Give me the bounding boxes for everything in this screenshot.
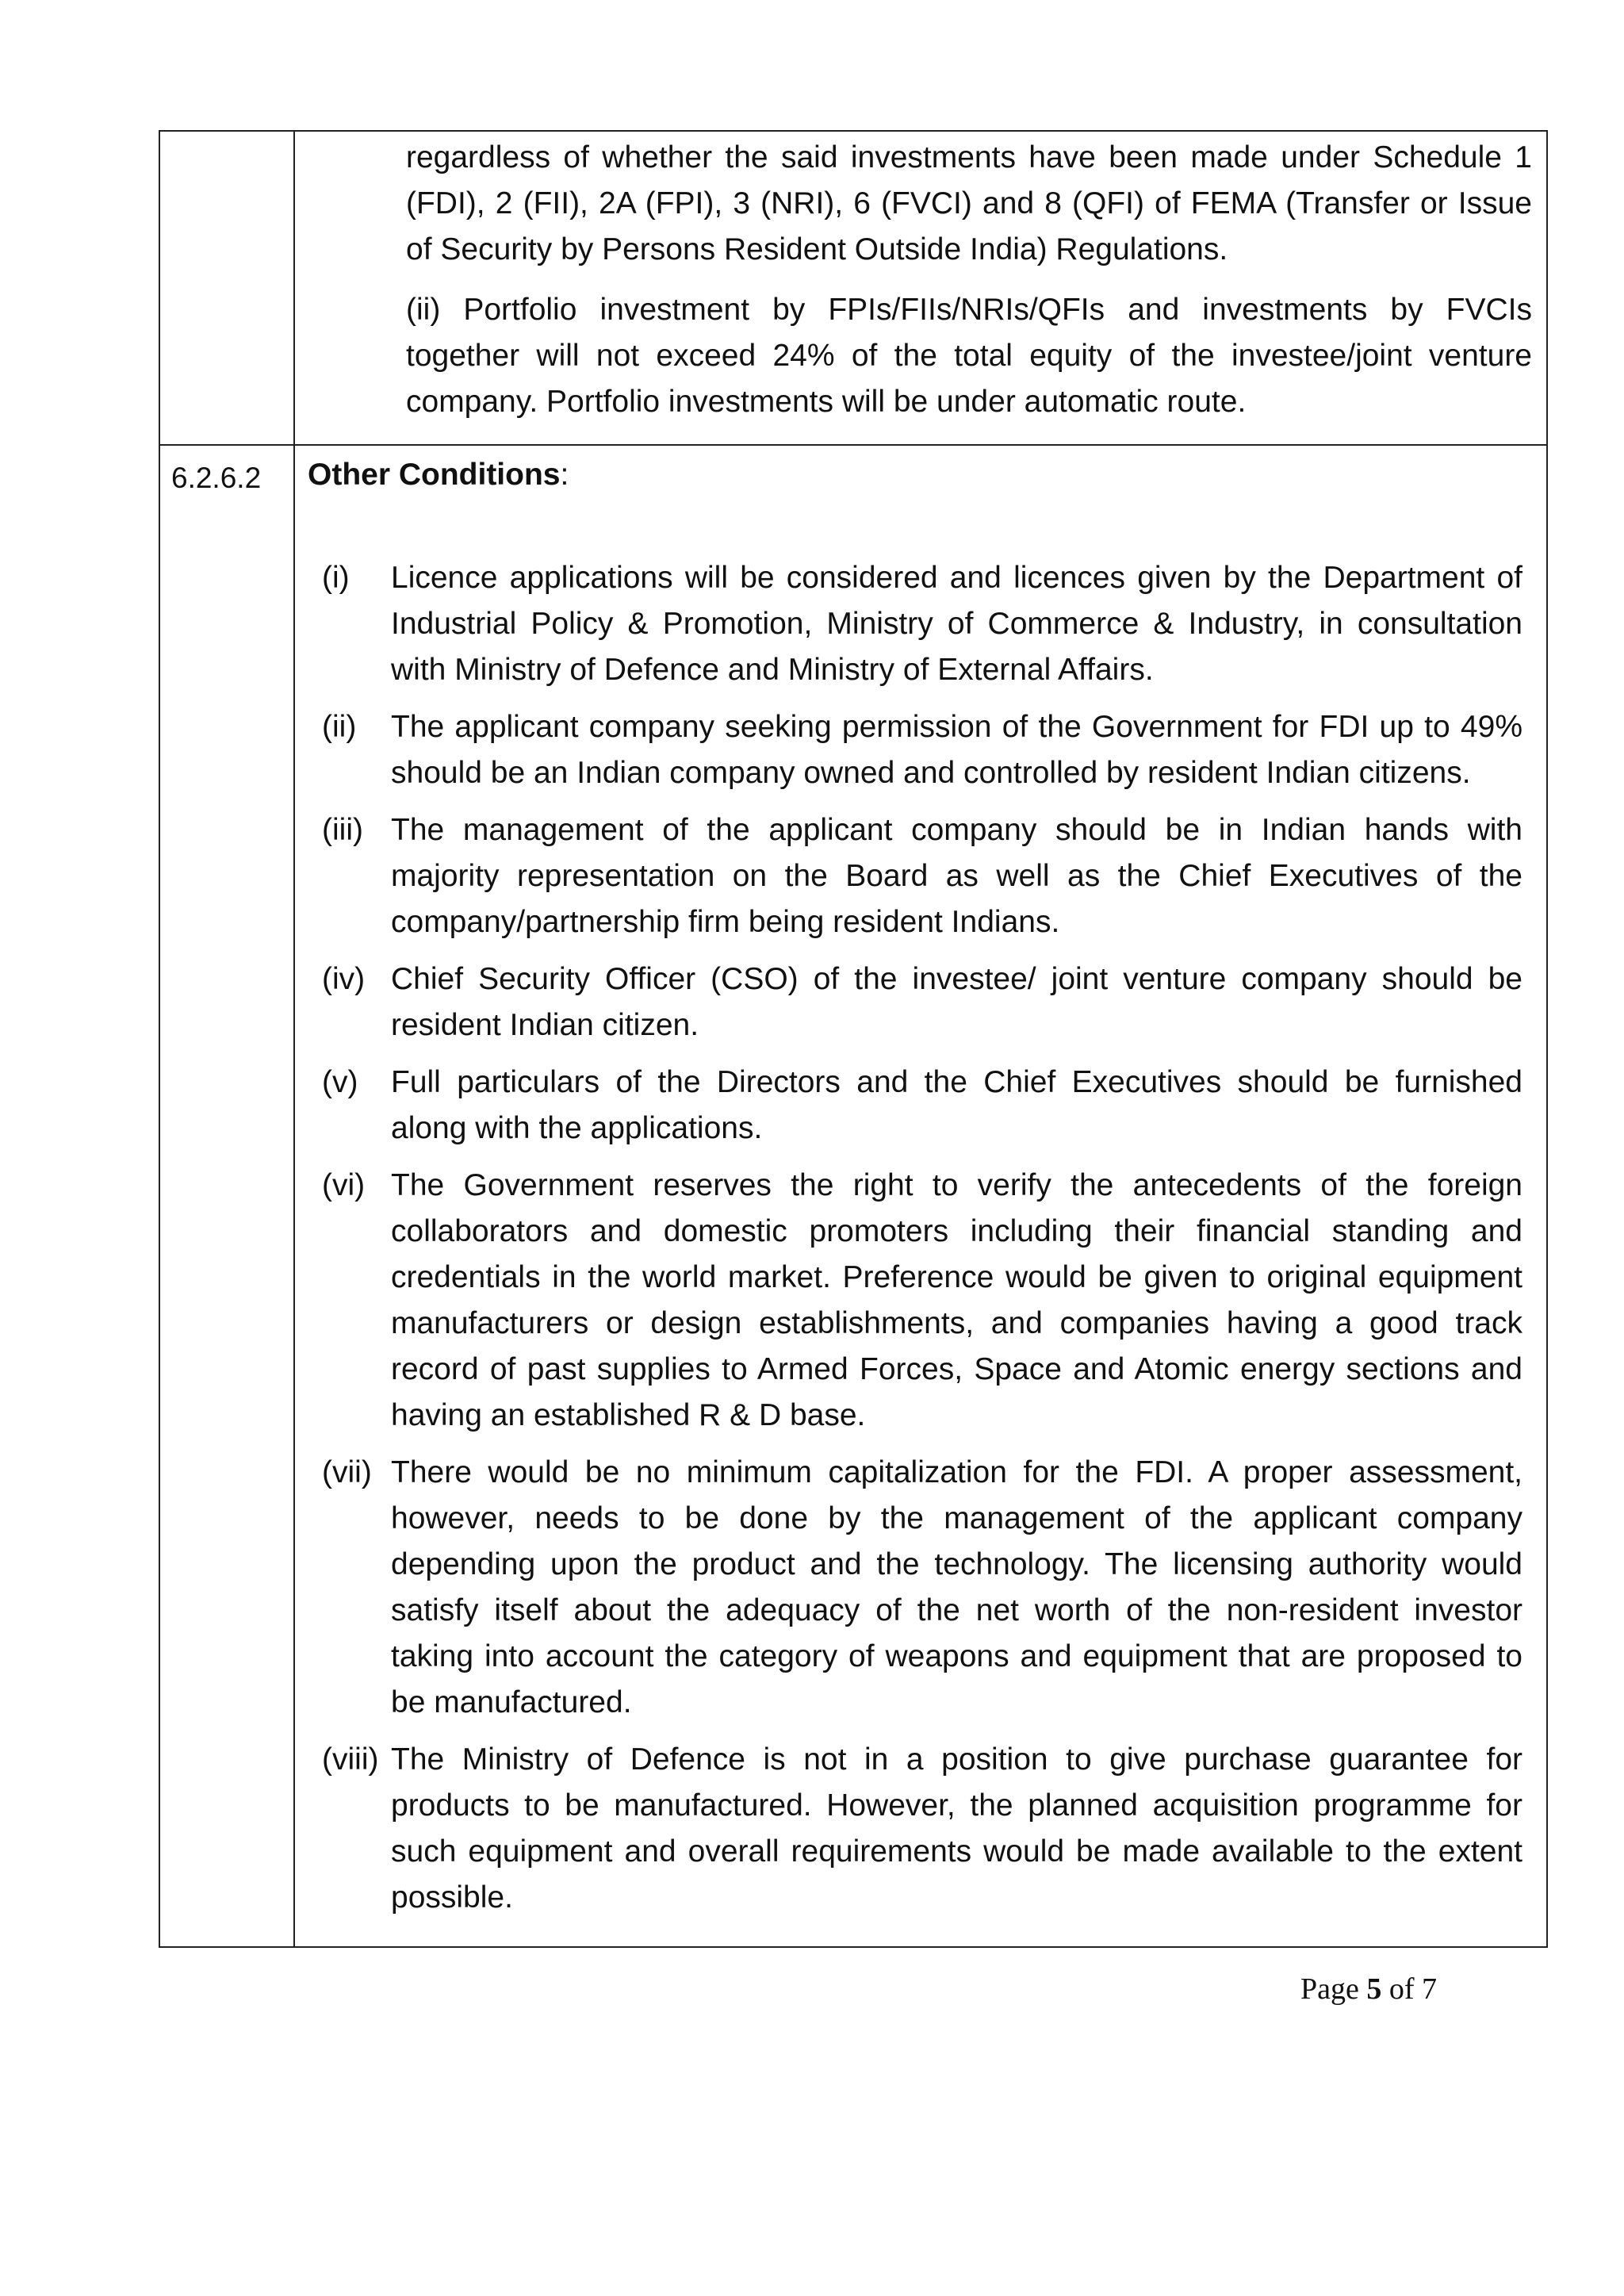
list-item-text: The Government reserves the right to verify the antecedents of the foreign collaborators and domestic promoters including their financial standing and credentials in the world market. Preference would be given to original equipment manufacturers or design establishments, and companies having a good track record of past supplies to Armed Forces, Space and Atomic energy sections and having an established R & D base. — [391, 1168, 1522, 1432]
list-item — [308, 956, 1522, 1048]
list-item-marker: (ii) — [322, 710, 357, 744]
section-heading-text: Other Conditions — [308, 458, 561, 492]
list-item — [308, 1737, 1522, 1921]
list-item-marker: (v) — [322, 1065, 358, 1099]
section-heading — [308, 452, 1522, 498]
conditions-list — [308, 555, 1522, 1921]
list-item — [308, 1163, 1522, 1439]
page-label: Page — [1300, 1972, 1367, 2006]
list-item — [308, 807, 1522, 945]
list-item-marker: (vi) — [322, 1168, 366, 1202]
list-item-text: The applicant company seeking permission of the Government for FDI up to 49% should be an Indian company owned and controlled by resident Indian citizens. — [391, 710, 1522, 790]
list-item — [308, 555, 1522, 693]
list-item-marker: (vii) — [322, 1455, 372, 1489]
section-heading-colon: : — [560, 458, 569, 492]
table-row — [159, 131, 1547, 445]
paragraph: regardless of whether the said investments have been made under Schedule 1 (FDI), 2 (FII), 2A (FPI), 3 (NRI), 6 (FVCI) and 8 (QFI) of FEMA (Transfer or Issue of Security by Persons Resident Outside India) Regulations. — [406, 140, 1532, 266]
section-number — [160, 132, 293, 143]
list-item-marker: (i) — [322, 561, 350, 595]
page-number: 5 — [1366, 1972, 1382, 2006]
list-item-marker: (iv) — [322, 962, 366, 996]
list-item — [308, 1060, 1522, 1152]
table-row — [159, 445, 1547, 1947]
section-text-cell — [294, 445, 1547, 1947]
list-item-text: The Ministry of Defence is not in a position to give purchase guarantee for products to be manufactured. However, the planned acquisition programme for such equipment and overall requirements would be made available to the extent possible. — [391, 1742, 1522, 1915]
list-item-text: Chief Security Officer (CSO) of the investee/ joint venture company should be resident Indian citizen. — [391, 962, 1522, 1042]
section-number-cell — [159, 131, 294, 445]
policy-table — [159, 130, 1548, 1948]
list-item-marker: (viii) — [322, 1742, 379, 1777]
page-total: of 7 — [1381, 1972, 1438, 2006]
paragraph: (ii) Portfolio investment by FPIs/FIIs/NRIs/QFIs and investments by FVCIs together will not exceed 24% of the total equity of the investee/joint venture company. Portfolio investments will be under automatic route. — [406, 293, 1532, 419]
section-text-cell — [294, 131, 1547, 445]
section-number: 6.2.6.2 — [171, 462, 262, 494]
page-footer — [1300, 1972, 1437, 2007]
continued-paragraphs — [295, 132, 1546, 444]
list-item-text: There would be no minimum capitalization for the FDI. A proper assessment, however, needs to be done by the management of the applicant company depending upon the product and the technology. The licensing authority would satisfy itself about the adequacy of the net worth of the non-resident investor taking into account the category of weapons and equipment that are proposed to be manufactured. — [391, 1455, 1522, 1719]
list-item — [308, 704, 1522, 796]
list-item-marker: (iii) — [322, 813, 363, 847]
list-item — [308, 1450, 1522, 1726]
list-item-text: Full particulars of the Directors and the Chief Executives should be furnished along with the applications. — [391, 1065, 1522, 1145]
list-item-text: The management of the applicant company should be in Indian hands with majority representation on the Board as well as the Chief Executives of the company/partnership firm being resident Indians. — [391, 813, 1522, 939]
list-item-text: Licence applications will be considered and licences given by the Department of Industrial Policy & Promotion, Ministry of Commerce & Industry, in consultation with Ministry of Defence and Ministry of External Affairs. — [391, 561, 1522, 687]
section-number-cell — [159, 445, 294, 1947]
